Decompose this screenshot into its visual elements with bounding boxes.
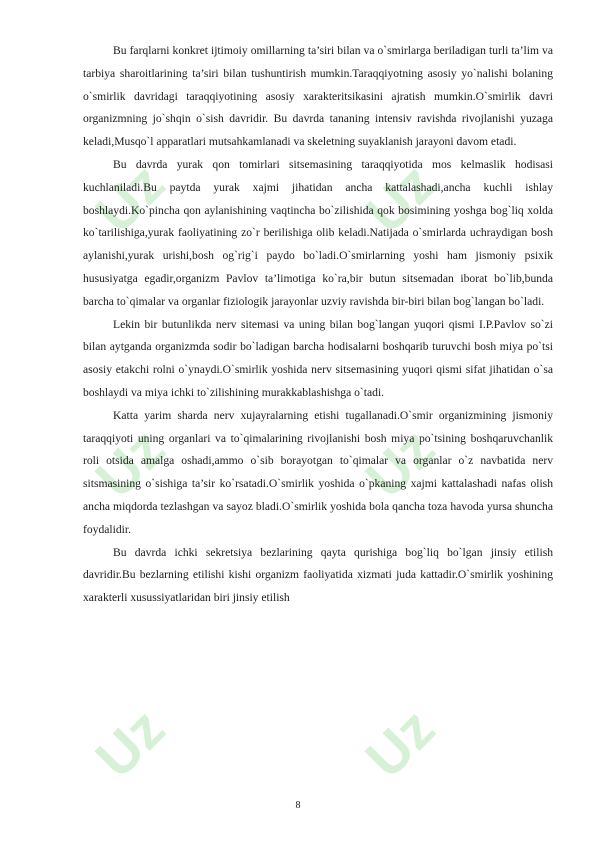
watermark-mark: Uz [83,416,177,510]
watermark-mark: Uz [83,151,177,245]
paragraph: Katta yarim sharda nerv xujayralarning etishi tugallanadi.O`smir organizmining jismoniy taraqqiyoti uning organlari va to`qimalarining rivojlanishi bosh miya po`tsining boshqaruvchanlik roli otsida amalga oshadi,ammo o`sib borayotgan to`qimalar va organlar o`z navbatida nerv sitsmasining o`sishiga ta’sir ko`rsatadi.O`smirlik yoshida o`pkaning xajmi kattalashadi nafas olish ancha miqdorda tezlashgan va sayoz bladi.O`smirlik yoshida bola qancha toza havoda yursa shuncha foydalidir. [83,408,553,536]
watermark-mark: Uz [353,151,447,245]
page-body [83,40,553,610]
paragraph: Bu davrda yurak qon tomirlari sitsemasining taraqqiyotida mos kelmaslik hodisasi kuchlaniladi.Bu paytda yurak xajmi jihatidan ancha kattalashadi,ancha kuchli ishlay boshlaydi.Ko`pincha qon aylanishining vaqtincha bo`zilishida qok bosimining yoshga bog`liq xolda ko`tarilishiga,yurak faoliyatining zo`r berilishiga olib keladi.Natijada o`smirlarda uchraydigan bosh aylanishi,yurak urishi,bosh og`rig`i paydo bo`ladi.O`smirlarning yoshi ham jismoniy psixik hususiyatga egadir,organizm Pavlov ta’limotiga ko`ra,bir butun sitsemadan iborat bo`lib,bunda barcha to`qimalar va organlar fiziologik jarayonlar uzviy ravishda bir-biri bilan bog`langan bo`ladi. [83,157,553,308]
watermark-mark: Uz [83,696,177,790]
paragraph: Lekin bir butunlikda nerv sitemasi va uning bilan bog`langan yuqori qismi I.P.Pavlov so`zi bilan aytganda organizmda sodir bo`ladigan barcha hodisalarni boshqarib turuvchi bosh miya po`tsi asosiy etakchi rolni o`ynaydi.O`smirlik yoshida nerv sitsemasining yuqori qismi sifat jihatidan o`sa boshlaydi va miya ichki to`zilishining murakkablashishga o`tadi. [83,317,553,399]
page-number: 8 [295,800,301,811]
watermark-mark: Uz [353,416,447,510]
paragraph: Bu farqlarni konkret ijtimoiy omillarning ta’siri bilan va o`smirlarga beriladigan turli ta’lim va tarbiya sharoitlarining ta’siri bilan tushuntirish mumkin.Taraqqiyotning asosiy yo`nalishi bolaning o`smirlik davridagi taraqqiyotining asosiy xarakteritsikasini ajratish mumkin.O`smirlik davri organizmning jo`shqin o`sish davridir. Bu davrda tananing intensiv ravishda rivojlanishi yuzaga keladi,Musqo`l apparatlari mutsahkamlanadi va skeletning suyaklanish jarayoni davom etadi. [83,44,553,149]
watermark-mark: Uz [353,696,447,790]
paragraph: Bu davrda ichki sekretsiya bezlarining qayta qurishiga bog`liq bo`lgan jinsiy etilish davridir.Bu bezlarning etilishi kishi organizm faoliyatida xizmati juda kattadir.O`smirlik yoshining xarakterli xusussiyatlaridan biri jinsiy etilish [83,545,553,605]
